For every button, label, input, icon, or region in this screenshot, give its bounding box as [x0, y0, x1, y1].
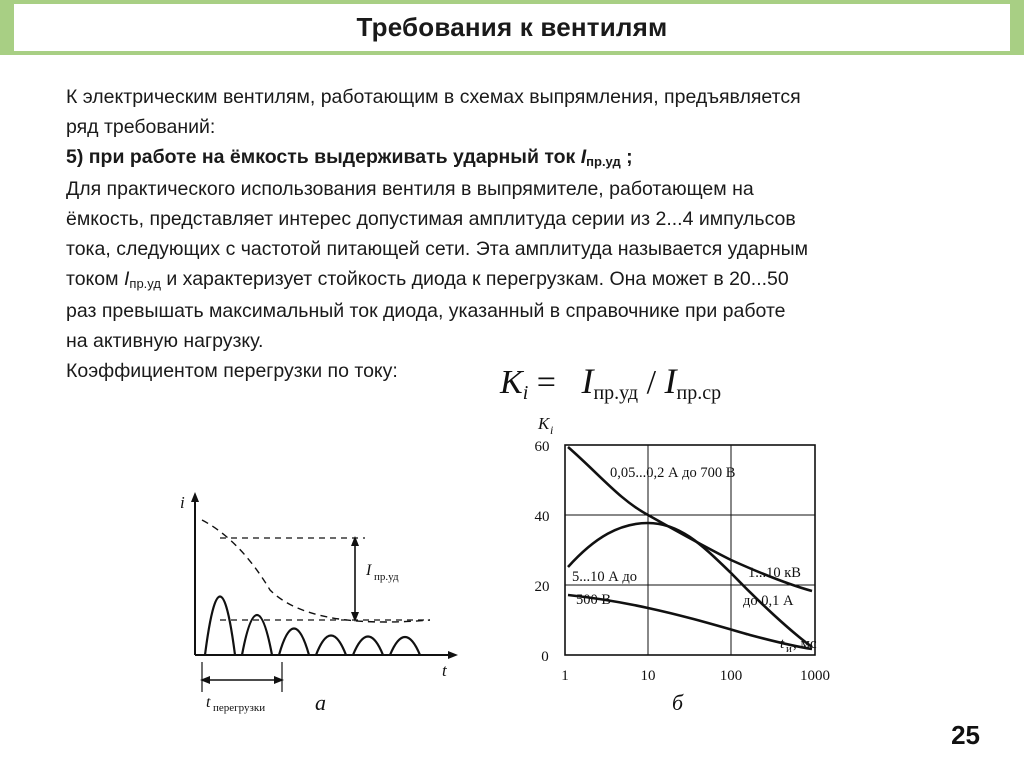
figure-a-interval-label: t	[206, 694, 211, 711]
header-inner	[14, 4, 1010, 51]
chart-y-axis-label-sub: i	[550, 423, 554, 437]
chart-x-axis-unit: , мс	[793, 636, 817, 652]
formula-denominator-subscript: пр.ср	[676, 382, 722, 404]
chart-x-axis-label-sub: и	[786, 643, 792, 655]
figure-a-waveform	[150, 480, 480, 720]
paragraph-line-4-end: и характеризует стойкость диода к перегрузкам. Она может в 20...50	[160, 268, 789, 290]
requirement-subscript: пр.уд	[586, 154, 621, 169]
formula-numerator-subscript: пр.уд	[593, 382, 639, 404]
chart-x-tick-1: 1	[561, 668, 569, 684]
intro-line-1: К электрическим вентилям, работающим в схемах выпрямления, предъявляется	[66, 86, 801, 108]
requirement-line	[66, 142, 966, 174]
paragraph-line-1: Для практического использования вентиля в выпрямителе, работающем на	[66, 178, 754, 200]
formula-slash: /	[646, 364, 657, 401]
paragraph-line-4	[66, 264, 966, 296]
formula-numerator-symbol: I	[581, 361, 594, 401]
paragraph-line-5: раз превышать максимальный ток диода, указанный в справочнике при работе	[66, 300, 786, 322]
figure-b-caption: б	[672, 690, 684, 715]
formula-k-subscript: i	[522, 382, 529, 404]
chart-y-tick-60: 60	[534, 439, 550, 455]
chart-annotation-4: 1...10 кВ	[748, 565, 801, 581]
paragraph-line-2: ёмкость, представляет интерес допустимая амплитуда серии из 2...4 импульсов	[66, 208, 796, 230]
chart-y-axis-label: K	[538, 414, 550, 433]
formula-equals: =	[536, 364, 556, 401]
chart-annotation-5: до 0,1 А	[743, 593, 794, 609]
figure-a-caption: а	[315, 690, 326, 715]
coefficient-line: Коэффициентом перегрузки по току:	[66, 360, 398, 382]
paragraph-line-6: на активную нагрузку.	[66, 330, 264, 352]
requirement-suffix: ;	[620, 146, 633, 168]
formula-denominator-symbol: I	[664, 361, 677, 401]
paragraph-line-3: тока, следующих с частотой питающей сети. Эта амплитуда называется ударным	[66, 238, 809, 260]
chart-y-tick-40: 40	[534, 509, 550, 525]
paragraph-line-4-start: током	[66, 268, 124, 290]
chart-x-axis-label: t	[780, 636, 785, 652]
chart-annotation-3: 500 В	[576, 592, 612, 608]
chart-annotation-1: 0,05...0,2 А до 700 В	[610, 465, 736, 481]
figure-a-x-axis-label: t	[442, 661, 447, 680]
page-title: Требования к вентилям	[356, 12, 668, 42]
intro-line-2: ряд требований:	[66, 116, 216, 138]
requirement-text: 5) при работе на ёмкость выдерживать ударный ток	[66, 146, 581, 168]
figure-b-chart	[490, 405, 870, 720]
body-text	[66, 82, 966, 386]
current-symbol: I	[123, 268, 130, 290]
current-subscript: пр.уд	[129, 276, 161, 291]
figure-a-y-axis-label: i	[180, 493, 185, 512]
page-number: 25	[951, 720, 980, 750]
chart-x-tick-10: 10	[640, 668, 656, 684]
chart-x-tick-1000: 1000	[800, 668, 830, 684]
header-band	[0, 0, 1024, 55]
figure-a-amplitude-subscript: пр.уд	[374, 571, 399, 583]
chart-y-tick-0: 0	[541, 649, 549, 665]
figure-a-interval-subscript: перегрузки	[213, 702, 266, 714]
figure-a-amplitude-label: I	[366, 562, 372, 579]
chart-annotation-2: 5...10 А до	[572, 569, 637, 585]
overload-coefficient-formula	[500, 360, 721, 402]
chart-x-tick-100: 100	[719, 668, 743, 684]
requirement-symbol: I	[580, 146, 587, 168]
footer-strip	[0, 761, 1024, 767]
formula-k: K	[500, 364, 523, 401]
chart-y-tick-20: 20	[534, 579, 550, 595]
